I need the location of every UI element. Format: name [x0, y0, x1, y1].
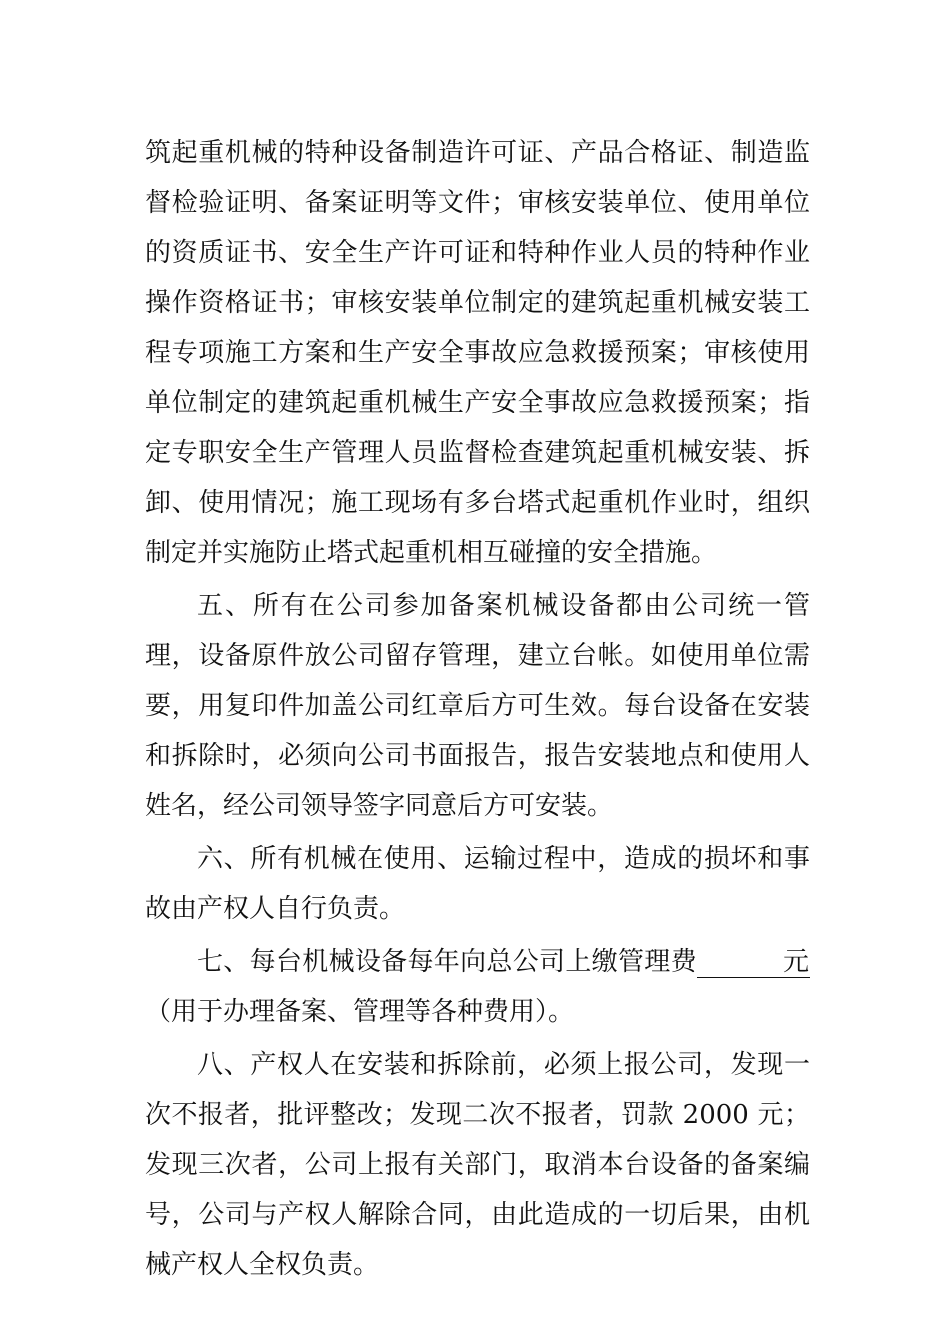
paragraph-7-before: 七、每台机械设备每年向总公司上缴管理费	[197, 947, 697, 977]
document-body	[145, 128, 810, 1293]
paragraph-6: 六、所有机械在使用、运输过程中，造成的损坏和事故由产权人自行负责。	[145, 844, 810, 924]
paragraph-continued: 筑起重机械的特种设备制造许可证、产品合格证、制造监督检验证明、备案证明等文件；审核安装单位、使用单位的资质证书、安全生产许可证和特种作业人员的特种作业操作资格证书；审核安装单位制定的建筑起重机械安装工程专项施工方案和生产安全事故应急救援预案；审核使用单位制定的建筑起重机械生产安全事故应急救援预案；指定专职安全生产管理人员监督检查建筑起重机械安装、拆卸、使用情况；施工现场有多台塔式起重机作业时，组织制定并实施防止塔式起重机相互碰撞的安全措施。	[145, 138, 810, 568]
paragraph-5: 五、所有在公司参加备案机械设备都由公司统一管理，设备原件放公司留存管理，建立台帐。如使用单位需要，用复印件加盖公司红章后方可生效。每台设备在安装和拆除时，必须向公司书面报告，报告安装地点和使用人姓名，经公司领导签字同意后方可安装。	[145, 591, 810, 821]
paragraph-8: 八、产权人在安装和拆除前，必须上报公司，发现一次不报者，批评整改；发现二次不报者，罚款 2000 元；发现三次者，公司上报有关部门，取消本台设备的备案编号，公司与产权人解除合同，由此造成的一切后果，由机械产权人全权负责。	[145, 1050, 810, 1280]
paragraph-7	[145, 937, 810, 1037]
fee-blank: 元	[697, 947, 810, 978]
paragraph-7-after: （用于办理备案、管理等各种费用）。	[145, 997, 575, 1027]
